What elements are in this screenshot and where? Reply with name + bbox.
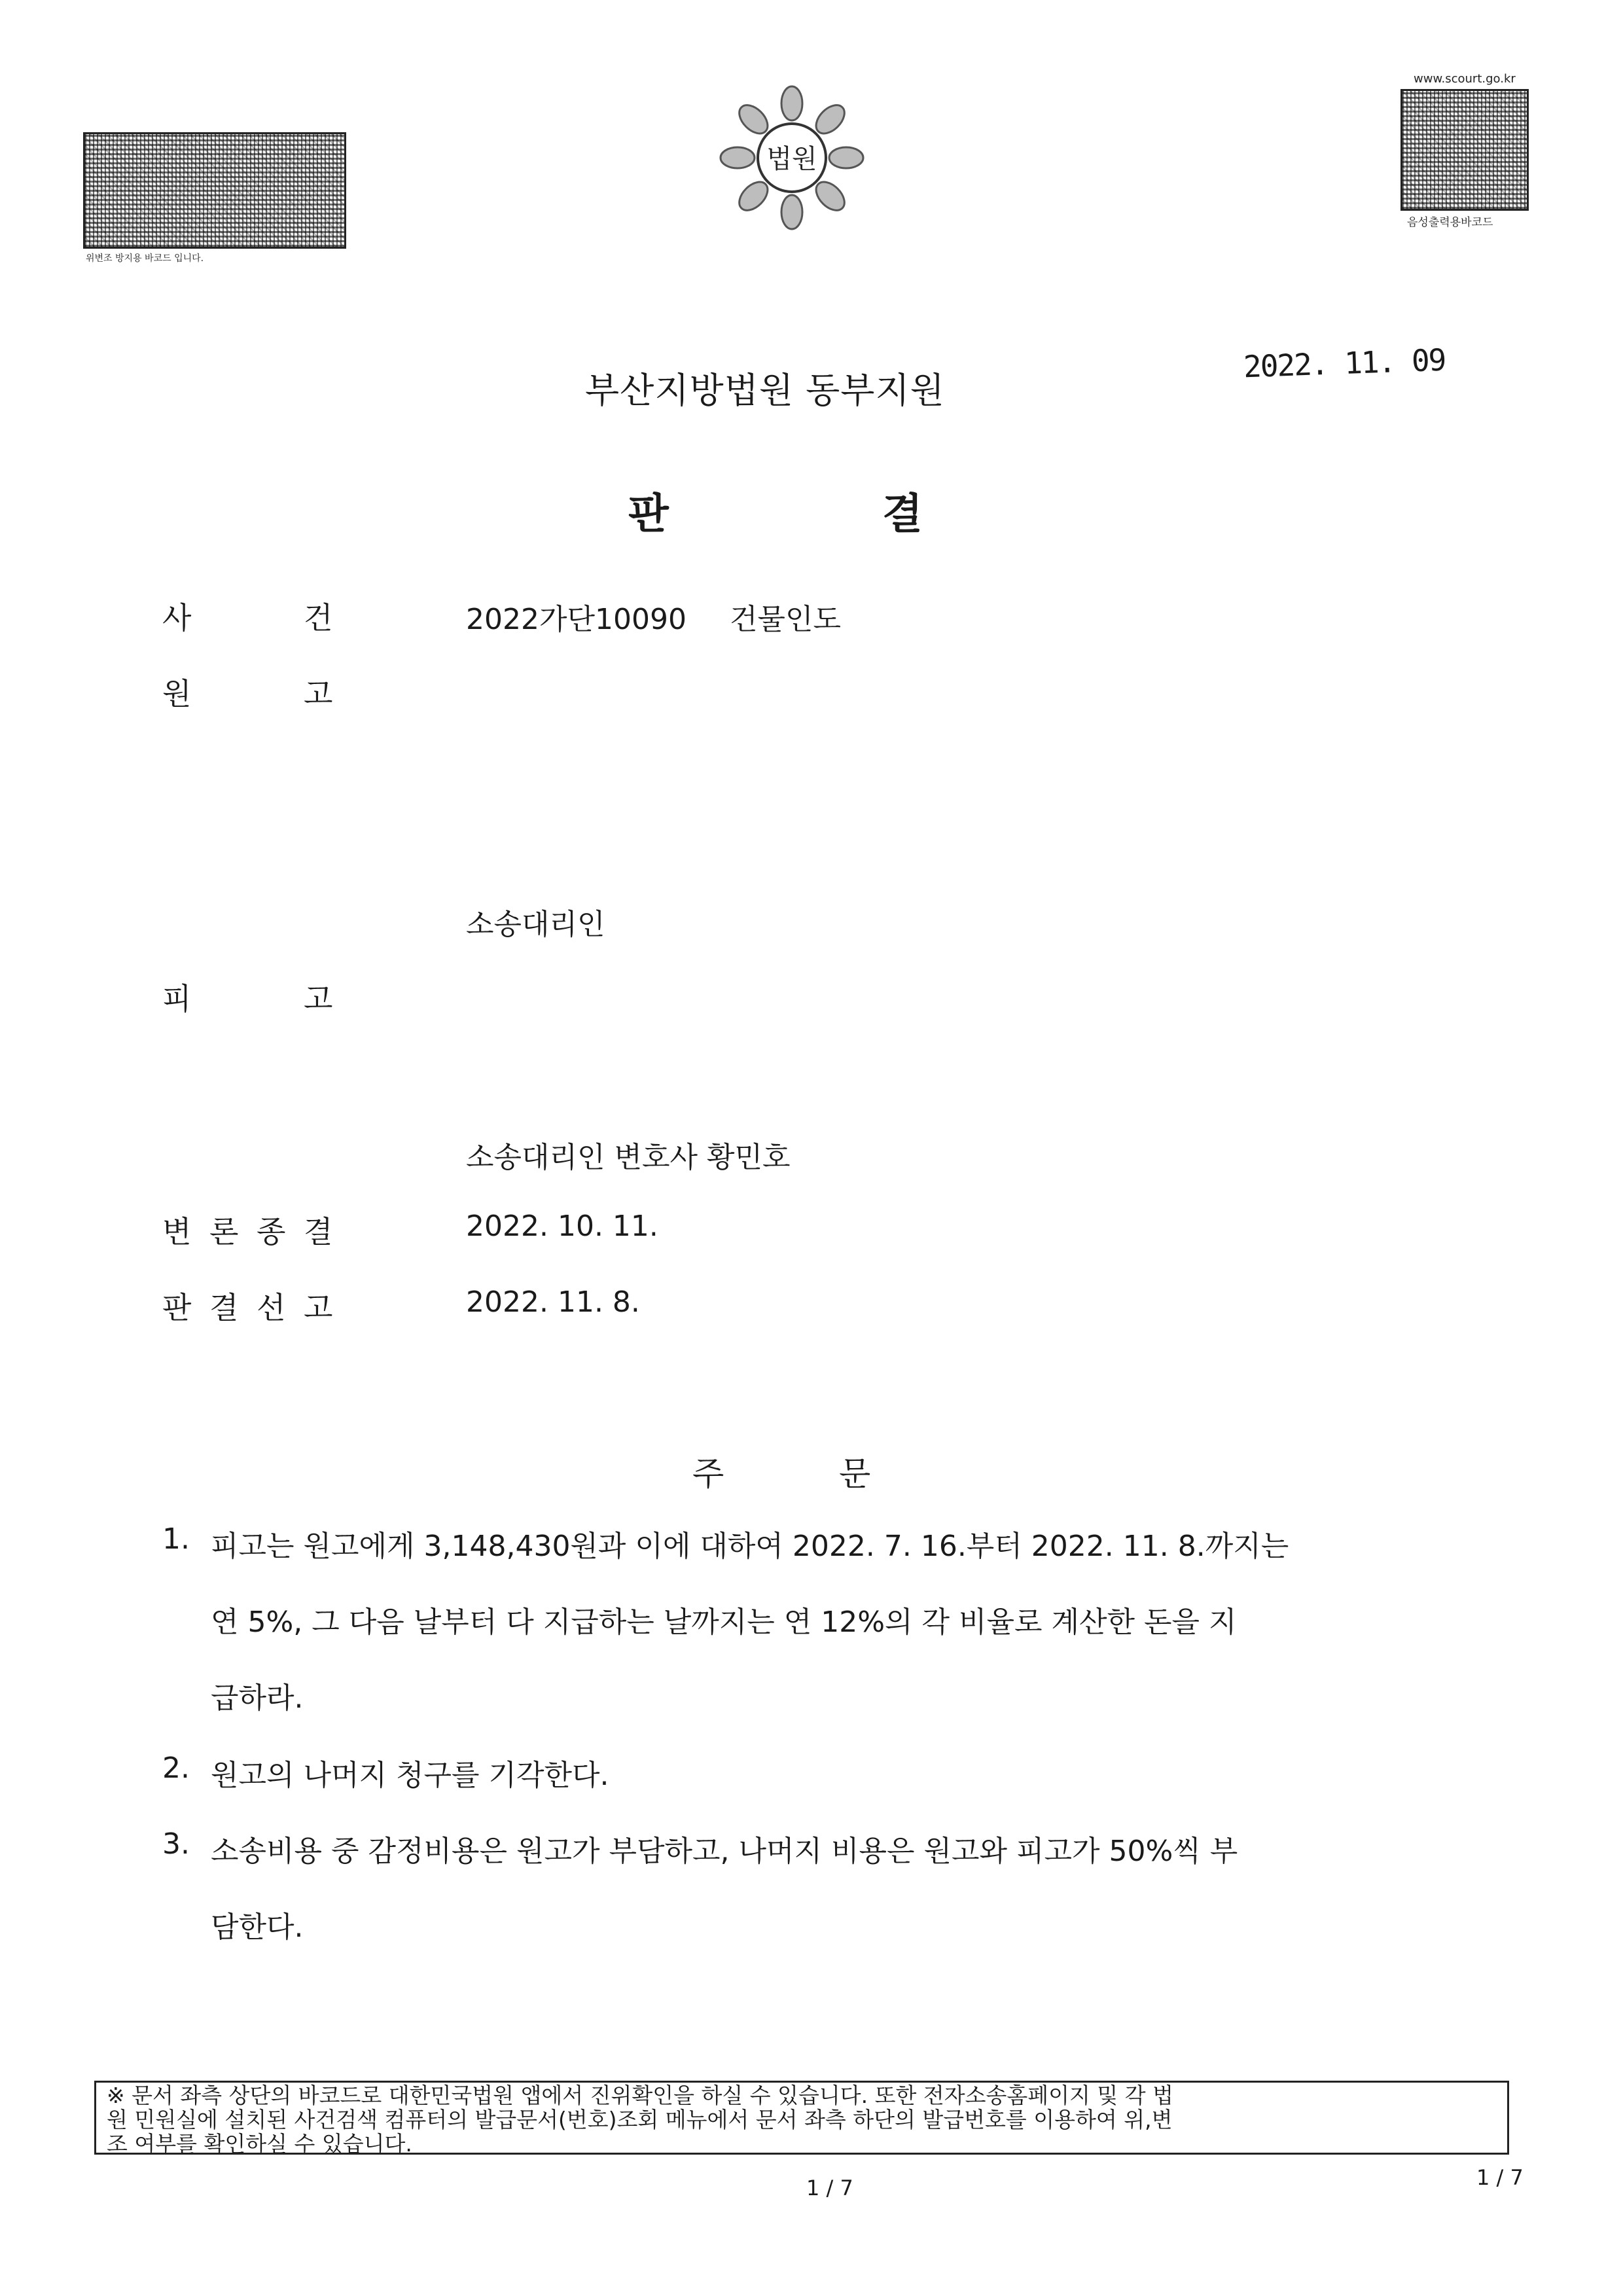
emblem-text: 법원 xyxy=(766,144,817,174)
page-number-center: 1 / 7 xyxy=(806,2176,853,2200)
audio-barcode-caption: 음성출력용바코드 xyxy=(1407,216,1493,229)
order-line: 원고의 나머지 청구를 기각한다. xyxy=(211,1759,609,1792)
order-line: 소송비용 중 감정비용은 원고가 부담하고, 나머지 비용은 원고와 피고가 50%씩 부 xyxy=(211,1835,1238,1868)
closing-label-4: 결 xyxy=(304,1214,333,1249)
order-number: 2. xyxy=(162,1751,190,1785)
verdict-date: 2022. 11. 8. xyxy=(466,1285,640,1319)
court-emblem xyxy=(718,84,866,232)
plaintiff-label-2: 고 xyxy=(304,676,333,711)
plaintiff-agent: 소송대리인 xyxy=(466,908,605,941)
order-line: 급하라. xyxy=(211,1681,304,1715)
defendant-label-2: 고 xyxy=(304,981,333,1016)
verdict-label-1: 판 xyxy=(162,1290,192,1325)
notice-line: 조 여부를 확인하실 수 있습니다. xyxy=(107,2131,412,2157)
defendant-agent: 소송대리인 변호사 황민호 xyxy=(466,1141,791,1174)
verdict-label-2: 결 xyxy=(209,1290,239,1325)
document-title-char-1: 판 xyxy=(628,490,669,539)
document-title-char-2: 결 xyxy=(882,490,923,539)
court-emblem-icon xyxy=(718,84,866,232)
date-stamp: 2022. 11. 09 xyxy=(1243,342,1446,385)
case-name: 건물인도 xyxy=(730,603,842,636)
closing-date: 2022. 10. 11. xyxy=(466,1210,658,1243)
verification-barcode-caption: 위변조 방지용 바코드 입니다. xyxy=(86,253,204,264)
order-number: 3. xyxy=(162,1827,190,1861)
closing-label-1: 변 xyxy=(162,1214,192,1249)
court-name: 부산지방법원 동부지원 xyxy=(585,370,945,411)
closing-label-3: 종 xyxy=(257,1214,286,1249)
verdict-label-4: 고 xyxy=(304,1290,333,1325)
site-url: www.scourt.go.kr xyxy=(1414,72,1516,86)
audio-barcode[interactable] xyxy=(1400,89,1529,211)
case-label-1: 사 xyxy=(162,600,192,636)
case-number: 2022가단10090 xyxy=(466,603,687,636)
order-line: 담한다. xyxy=(211,1910,304,1944)
notice-line: 원 민원실에 설치된 사건검색 컴퓨터의 발급문서(번호)조회 메뉴에서 문서 좌측 하단의 발급번호를 이용하여 위,변 xyxy=(107,2107,1173,2132)
notice-line: ※ 문서 좌측 상단의 바코드로 대한민국법원 앱에서 진위확인을 하실 수 있습니다. 또한 전자소송홈페이지 및 각 법 xyxy=(107,2083,1173,2108)
page-number-right: 1 / 7 xyxy=(1476,2165,1524,2190)
case-label-2: 건 xyxy=(304,600,333,636)
order-line: 피고는 원고에게 3,148,430원과 이에 대하여 2022. 7. 16.부터 2022. 11. 8.까지는 xyxy=(211,1530,1289,1563)
plaintiff-label-1: 원 xyxy=(162,676,192,711)
closing-label-2: 론 xyxy=(209,1214,239,1249)
order-line: 연 5%, 그 다음 날부터 다 지급하는 날까지는 연 12%의 각 비율로 계산한 돈을 지 xyxy=(211,1605,1237,1639)
order-title-char-2: 문 xyxy=(839,1455,871,1493)
order-title-char-1: 주 xyxy=(692,1455,724,1493)
order-number: 1. xyxy=(162,1522,190,1556)
verification-barcode[interactable] xyxy=(83,132,346,249)
defendant-label-1: 피 xyxy=(162,981,192,1016)
verification-notice xyxy=(94,2081,1509,2155)
verdict-label-3: 선 xyxy=(257,1290,286,1325)
